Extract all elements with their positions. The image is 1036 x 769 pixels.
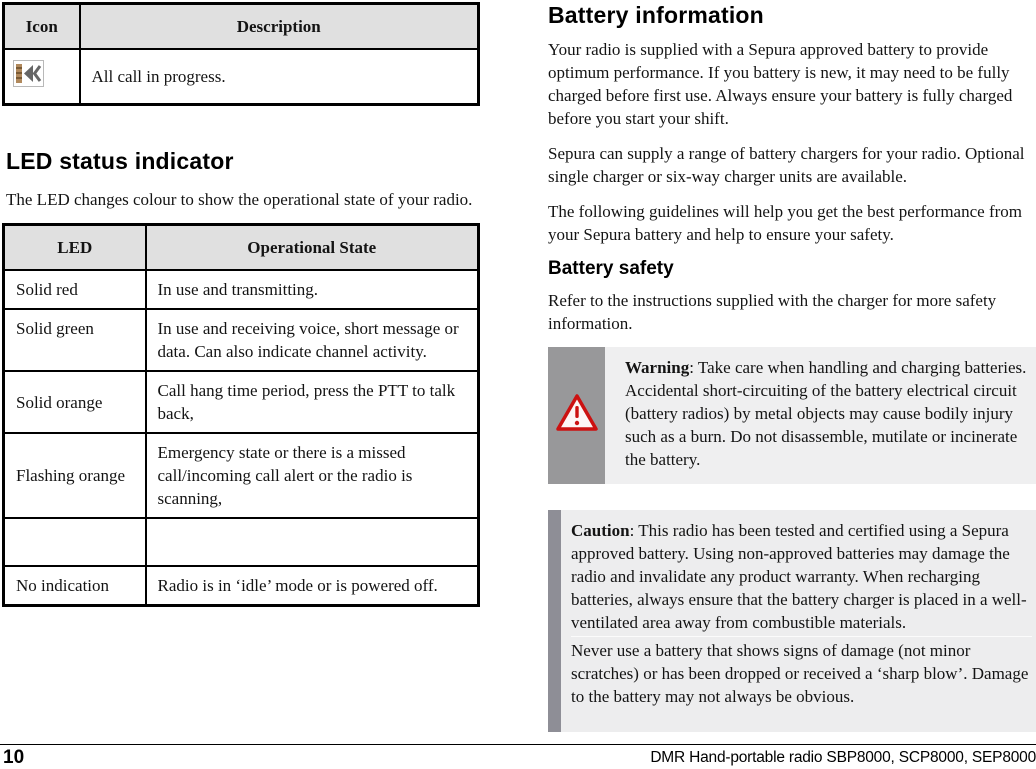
- led-name: Flashing orange: [4, 433, 146, 518]
- battery-paragraph-3: The following guidelines will help you get the best performance from your Sepura battery and help to ensure your safety.: [548, 202, 1022, 244]
- battery-paragraph-2: Sepura can supply a range of battery chargers for your radio. Optional single charger or six-way charger units are available.: [548, 144, 1025, 186]
- table-row: [4, 433, 479, 518]
- led-section-heading: LED status indicator: [6, 148, 234, 174]
- battery-paragraph-1: Your radio is supplied with a Sepura approved battery to provide optimum performance. If you battery is new, it may need to be fully charged before first use. Always ensure your battery is fully charged before you start your shift.: [548, 40, 1013, 128]
- warning-box: [548, 347, 1036, 484]
- caution-text: [561, 510, 1036, 732]
- warning-triangle-icon: [554, 392, 600, 439]
- led-state: [146, 518, 479, 566]
- table-row-empty: [4, 518, 479, 566]
- led-name: No indication: [4, 566, 146, 606]
- led-status-table: [2, 223, 480, 607]
- led-name: [4, 518, 146, 566]
- caution-body-text: : This radio has been tested and certified using a Sepura approved battery. Using non-approved batteries may damage the radio and invalidate any product warranty. When recharging batteries, always ensure that the battery charger is placed in a well-ventilated area away from combustible materials.: [571, 521, 1027, 632]
- footer-document-title: DMR Hand-portable radio SBP8000, SCP8000, SEP8000: [650, 749, 1036, 766]
- warning-icon-panel: [548, 347, 605, 484]
- led-table-header-led: LED: [4, 225, 146, 271]
- icon-table-header-row: [4, 4, 479, 50]
- icon-description: All call in progress.: [80, 49, 479, 105]
- led-name: Solid red: [4, 270, 146, 309]
- led-name: Solid green: [4, 309, 146, 371]
- battery-safety-paragraph: Refer to the instructions supplied with the charger for more safety information.: [548, 291, 997, 333]
- caution-label: Caution: [571, 521, 630, 540]
- warning-text: [605, 347, 1036, 484]
- table-row: [4, 566, 479, 606]
- led-section-intro: The LED changes colour to show the operational state of your radio.: [6, 190, 473, 209]
- caution-side-bar: [548, 510, 561, 732]
- page-number: 10: [3, 747, 25, 768]
- table-row: [4, 309, 479, 371]
- warning-label: Warning: [625, 358, 690, 377]
- led-state: Radio is in ‘idle’ mode or is powered off.: [146, 566, 479, 606]
- right-column: [548, 2, 1036, 732]
- led-table-header-state: Operational State: [146, 225, 479, 271]
- led-name: Solid orange: [4, 371, 146, 433]
- table-row: [4, 49, 479, 105]
- led-table-header-row: [4, 225, 479, 271]
- caution-body-text-2: Never use a battery that shows signs of damage (not minor scratches) or has been dropped or received a ‘sharp blow’. Damage to the battery may not always be obvious.: [571, 636, 1032, 708]
- warning-body-text: : Take care when handling and charging batteries. Accidental short-circuiting of the battery electrical circuit (battery radios) by metal objects may cause bodily injury such as a burn. Do not disassemble, mutilate or incinerate the battery.: [625, 358, 1027, 469]
- battery-section-heading: Battery information: [548, 2, 764, 28]
- led-state: Emergency state or there is a missed call/incoming call alert or the radio is scanning,: [146, 433, 479, 518]
- led-state: In use and receiving voice, short message or data. Can also indicate channel activity.: [146, 309, 479, 371]
- led-state: In use and transmitting.: [146, 270, 479, 309]
- all-call-speaker-icon: [13, 60, 44, 87]
- table-row: [4, 371, 479, 433]
- battery-safety-heading: Battery safety: [548, 258, 674, 279]
- footer-divider: [0, 744, 1036, 745]
- icon-table-header-description: Description: [80, 4, 479, 50]
- caution-box: [548, 510, 1036, 732]
- left-column: [2, 2, 480, 607]
- icon-table-header-icon: Icon: [4, 4, 80, 50]
- table-row: [4, 270, 479, 309]
- icon-cell: [4, 49, 80, 105]
- led-state: Call hang time period, press the PTT to talk back,: [146, 371, 479, 433]
- icon-table: [2, 2, 480, 106]
